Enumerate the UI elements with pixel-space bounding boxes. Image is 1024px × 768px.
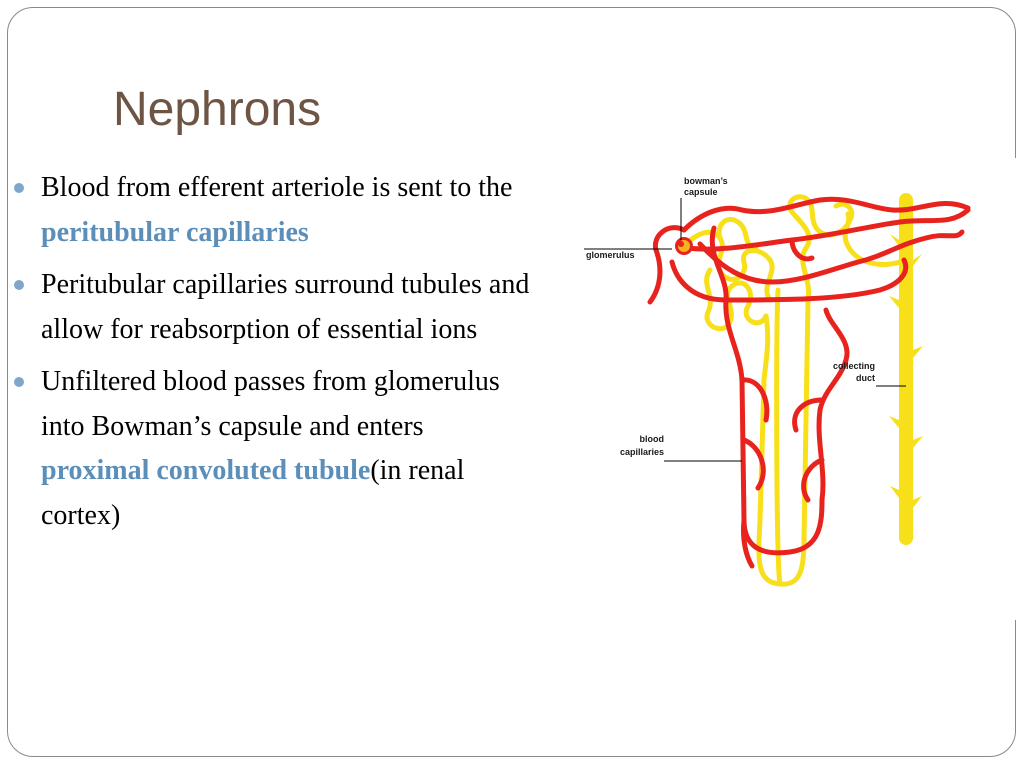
bowmans-capsule-label: bowman’s xyxy=(684,176,728,186)
highlight-term: peritubular capillaries xyxy=(41,216,309,248)
glomerulus-label: glomerulus xyxy=(586,250,635,260)
highlight-term: proximal convoluted tubule xyxy=(41,455,371,486)
slide-title: Nephrons xyxy=(113,83,322,136)
blood-capillaries-label: capillaries xyxy=(619,447,664,457)
nephron-illustration xyxy=(583,158,1019,620)
collecting-duct-label: duct xyxy=(856,373,875,383)
bullet-icon xyxy=(14,377,24,387)
bullet-item xyxy=(14,166,536,255)
bullet-text: Unfiltered blood passes from glomerulus into Bowman’s capsule and enters xyxy=(41,366,500,442)
bullet-icon xyxy=(14,280,24,290)
blood-capillaries-label: blood xyxy=(639,434,664,444)
bullet-list xyxy=(14,166,536,546)
collecting-duct-label: collecting xyxy=(832,361,875,371)
bowmans-capsule-label: capsule xyxy=(684,187,718,197)
bullet-text: Blood from efferent arteriole is sent to the xyxy=(41,172,513,203)
bullet-item xyxy=(14,263,536,352)
bullet-item xyxy=(14,360,536,538)
bullet-text: (in renal cortex) xyxy=(41,455,465,531)
bullet-icon xyxy=(14,183,24,193)
nephron-diagram xyxy=(583,158,1019,620)
bullet-text: Peritubular capillaries surround tubules and allow for reabsorption of essential ions xyxy=(41,269,530,345)
glomerulus-knot xyxy=(675,237,693,255)
